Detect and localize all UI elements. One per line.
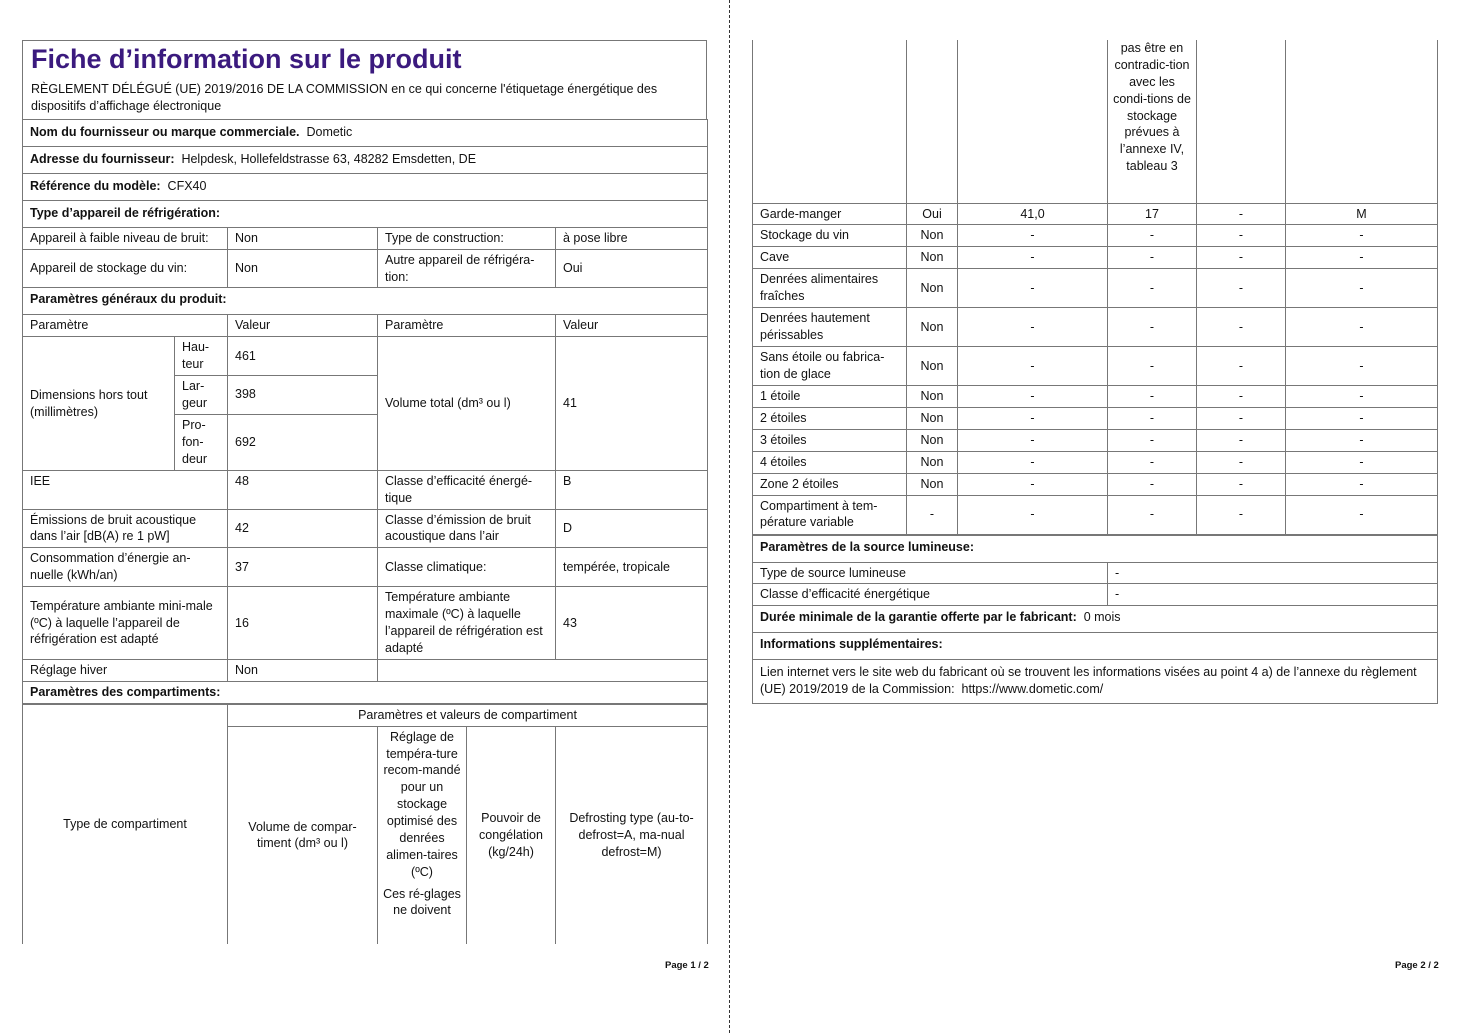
compartment-volume: 41,0 [958, 203, 1108, 225]
compartment-defrost: - [1286, 495, 1438, 534]
compartment-volume: - [958, 451, 1108, 473]
compartment-freeze: - [1197, 347, 1286, 386]
warranty-label: Durée minimale de la garantie offerte par le fabricant: [760, 610, 1077, 625]
depth-value: 692 [228, 414, 378, 470]
compartment-name: Stockage du vin [753, 225, 907, 247]
dimensions-label: Dimensions hors tout (millimètres) [23, 337, 175, 471]
compartment-temp: - [1108, 308, 1197, 347]
min-temp-label: Température ambiante mini-male (ºC) à laquelle l’appareil de réfrigération est adapté [23, 587, 228, 660]
page-1 [22, 40, 707, 944]
wine-value: Non [228, 249, 378, 288]
climate-label: Classe climatique: [378, 548, 556, 587]
compartment-present: Non [907, 347, 958, 386]
compartments-table [752, 40, 1438, 535]
other-appliance-label: Autre appareil de réfrigéra-tion: [378, 249, 556, 288]
noise-label: Émissions de bruit acoustique dans l’air [dB(A) re 1 pW] [23, 509, 228, 548]
wine-label: Appareil de stockage du vin: [23, 249, 228, 288]
col-param-1: Paramètre [23, 315, 228, 337]
iee-value: 48 [228, 470, 378, 509]
compartment-defrost: - [1286, 347, 1438, 386]
compartment-temp: - [1108, 429, 1197, 451]
compartment-name: 2 étoiles [753, 408, 907, 430]
info-table [22, 119, 708, 704]
light-class-value: - [1108, 584, 1438, 606]
compartment-defrost: M [1286, 203, 1438, 225]
compartment-volume: - [958, 225, 1108, 247]
comp-volume-header: Volume de compar-timent (dm³ ou l) [228, 726, 378, 944]
compartment-freeze: - [1197, 308, 1286, 347]
compartment-volume: - [958, 269, 1108, 308]
construction-value: à pose libre [556, 227, 708, 249]
light-heading: Paramètres de la source lumineuse: [753, 535, 1438, 562]
model-row [23, 173, 708, 200]
compartment-row [753, 225, 1438, 247]
compartment-volume: - [958, 308, 1108, 347]
compartment-row [753, 408, 1438, 430]
consumption-label: Consommation d’énergie an-nuelle (kWh/an) [23, 548, 228, 587]
warranty-value: 0 mois [1083, 610, 1121, 625]
compartment-row [753, 386, 1438, 408]
compartment-volume: - [958, 247, 1108, 269]
manufacturer-link[interactable]: https://www.dometic.com/ [961, 682, 1104, 697]
compartment-present: Non [907, 451, 958, 473]
light-table [752, 535, 1438, 705]
compartment-freeze: - [1197, 203, 1286, 225]
winter-label: Réglage hiver [23, 660, 228, 682]
compartment-volume: - [958, 495, 1108, 534]
compartment-present: Non [907, 473, 958, 495]
warranty-row [753, 606, 1438, 633]
min-temp-value: 16 [228, 587, 378, 660]
comp-header-blank [23, 704, 228, 726]
light-type-value: - [1108, 562, 1438, 584]
link-text: Lien internet vers le site web du fabricant où se trouvent les informations visées au point 4 a) de l’annexe du règlement (UE) 2019/2019 de la Commission: [760, 665, 1417, 697]
address-value: Helpdesk, Hollefeldstrasse 63, 48282 Emsdetten, DE [181, 151, 477, 166]
comp-temp-header [378, 726, 467, 944]
compartment-present: - [907, 495, 958, 534]
other-appliance-value: Oui [556, 249, 708, 288]
compartment-header-table [22, 704, 708, 944]
compartment-row [753, 429, 1438, 451]
compartment-freeze: - [1197, 473, 1286, 495]
compartment-defrost: - [1286, 269, 1438, 308]
compartment-freeze: - [1197, 386, 1286, 408]
compartment-defrost: - [1286, 386, 1438, 408]
compartment-name: Denrées alimentaires fraîches [753, 269, 907, 308]
compartment-row [753, 308, 1438, 347]
compartment-volume: - [958, 408, 1108, 430]
efficiency-class-label: Classe d’efficacité énergé-tique [378, 470, 556, 509]
compartment-row [753, 269, 1438, 308]
compartment-present: Non [907, 247, 958, 269]
col-value-1: Valeur [228, 315, 378, 337]
compartment-name: Sans étoile ou fabrica-tion de glace [753, 347, 907, 386]
width-label: Lar-geur [175, 376, 228, 415]
comp-temp-header-a: Réglage de tempéra-ture recom-mandé pour un stockage optimisé des denrées alimen-taires (ºC) [383, 729, 461, 879]
supplier-value: Dometic [306, 124, 353, 139]
comp-type-header: Type de compartiment [23, 726, 228, 944]
noise-class-label: Classe d’émission de bruit acoustique dans l’air [378, 509, 556, 548]
compartment-name: Cave [753, 247, 907, 269]
comp-freeze-header: Pouvoir de congélation (kg/24h) [467, 726, 556, 944]
volume-value: 41 [556, 337, 708, 471]
compartment-temp: - [1108, 247, 1197, 269]
compartment-present: Non [907, 386, 958, 408]
compartment-row [753, 473, 1438, 495]
compartment-temp: - [1108, 225, 1197, 247]
compartment-defrost: - [1286, 247, 1438, 269]
compartment-name: Denrées hautement périssables [753, 308, 907, 347]
compartment-temp: - [1108, 495, 1197, 534]
model-label: Référence du modèle: [30, 178, 161, 193]
compartment-row [753, 451, 1438, 473]
compartment-temp: - [1108, 473, 1197, 495]
supplier-row [23, 119, 708, 146]
compartment-row [753, 247, 1438, 269]
col-param-2: Paramètre [378, 315, 556, 337]
compartment-defrost: - [1286, 473, 1438, 495]
compartment-temp: 17 [1108, 203, 1197, 225]
address-row [23, 146, 708, 173]
compartment-name: Garde-manger [753, 203, 907, 225]
link-row [753, 660, 1438, 704]
winter-empty [378, 660, 708, 682]
compartment-freeze: - [1197, 269, 1286, 308]
compartment-volume: - [958, 347, 1108, 386]
compartment-defrost: - [1286, 408, 1438, 430]
compartment-freeze: - [1197, 408, 1286, 430]
comp-defrost-header: Defrosting type (au-to-defrost=A, ma-nual defrost=M) [556, 726, 708, 944]
compartment-temp: - [1108, 347, 1197, 386]
compartment-present: Non [907, 429, 958, 451]
compartment-defrost: - [1286, 451, 1438, 473]
noise-value: 42 [228, 509, 378, 548]
compartment-present: Non [907, 408, 958, 430]
winter-value: Non [228, 660, 378, 682]
climate-value: tempérée, tropicale [556, 548, 708, 587]
appliance-type-heading: Type d’appareil de réfrigération: [23, 200, 708, 227]
compartment-name: Zone 2 étoiles [753, 473, 907, 495]
compartment-present: Non [907, 225, 958, 247]
compartment-defrost: - [1286, 308, 1438, 347]
compartment-freeze: - [1197, 247, 1286, 269]
compartment-temp: - [1108, 386, 1197, 408]
additional-heading: Informations supplémentaires: [753, 633, 1438, 660]
model-value: CFX40 [167, 178, 207, 193]
efficiency-class-value: B [556, 470, 708, 509]
max-temp-label: Température ambiante maximale (ºC) à laquelle l’appareil de réfrigération est adapté [378, 587, 556, 660]
iee-label: IEE [23, 470, 228, 509]
compartment-freeze: - [1197, 495, 1286, 534]
comp-params-header: Paramètres et valeurs de compartiment [228, 704, 708, 726]
volume-label: Volume total (dm³ ou l) [378, 337, 556, 471]
col-value-2: Valeur [556, 315, 708, 337]
light-type-label: Type de source lumineuse [753, 562, 1108, 584]
compartment-volume: - [958, 429, 1108, 451]
compartment-row [753, 203, 1438, 225]
construction-label: Type de construction: [378, 227, 556, 249]
compartment-name: 1 étoile [753, 386, 907, 408]
height-label: Hau-teur [175, 337, 228, 376]
page-number-1: Page 1 / 2 [665, 960, 709, 971]
compartment-temp: - [1108, 269, 1197, 308]
compartment-present: Non [907, 308, 958, 347]
comp-temp-header-continuation: pas être en contradic-tion avec les condi-tions de stockage prévues à l’annexe IV, tableau 3 [1108, 40, 1197, 203]
compartment-name: 4 étoiles [753, 451, 907, 473]
page-number-2: Page 2 / 2 [1395, 960, 1439, 971]
comp-temp-header-b: Ces ré-glages ne doivent [383, 886, 461, 918]
compartment-name: 3 étoiles [753, 429, 907, 451]
compartment-name: Compartiment à tem-pérature variable [753, 495, 907, 534]
max-temp-value: 43 [556, 587, 708, 660]
compartment-volume: - [958, 386, 1108, 408]
noise-class-value: D [556, 509, 708, 548]
low-noise-label: Appareil à faible niveau de bruit: [23, 227, 228, 249]
page-title: Fiche d’information sur le produit [31, 44, 462, 74]
compartment-freeze: - [1197, 451, 1286, 473]
compartment-temp: - [1108, 408, 1197, 430]
compartment-defrost: - [1286, 225, 1438, 247]
height-value: 461 [228, 337, 378, 376]
width-value: 398 [228, 376, 378, 415]
compartment-row [753, 495, 1438, 534]
low-noise-value: Non [228, 227, 378, 249]
compartment-row [753, 347, 1438, 386]
compartment-present: Non [907, 269, 958, 308]
compartment-freeze: - [1197, 225, 1286, 247]
address-label: Adresse du fournisseur: [30, 151, 175, 166]
regulation-subtitle: RÈGLEMENT DÉLÉGUÉ (UE) 2019/2016 DE LA COMMISSION en ce qui concerne l'étiquetage énergétique des dispositifs d’affichage électronique [31, 82, 658, 113]
compartment-temp: - [1108, 451, 1197, 473]
general-heading: Paramètres généraux du produit: [23, 288, 708, 315]
compartment-present: Oui [907, 203, 958, 225]
page-2 [752, 40, 1437, 704]
supplier-label: Nom du fournisseur ou marque commerciale. [30, 124, 300, 139]
compartment-freeze: - [1197, 429, 1286, 451]
depth-label: Pro-fon-deur [175, 414, 228, 470]
compartment-defrost: - [1286, 429, 1438, 451]
page-divider [729, 0, 730, 1033]
compartments-heading: Paramètres des compartiments: [23, 681, 708, 703]
title-box [22, 40, 707, 119]
consumption-value: 37 [228, 548, 378, 587]
light-class-label: Classe d’efficacité énergétique [753, 584, 1108, 606]
compartment-volume: - [958, 473, 1108, 495]
